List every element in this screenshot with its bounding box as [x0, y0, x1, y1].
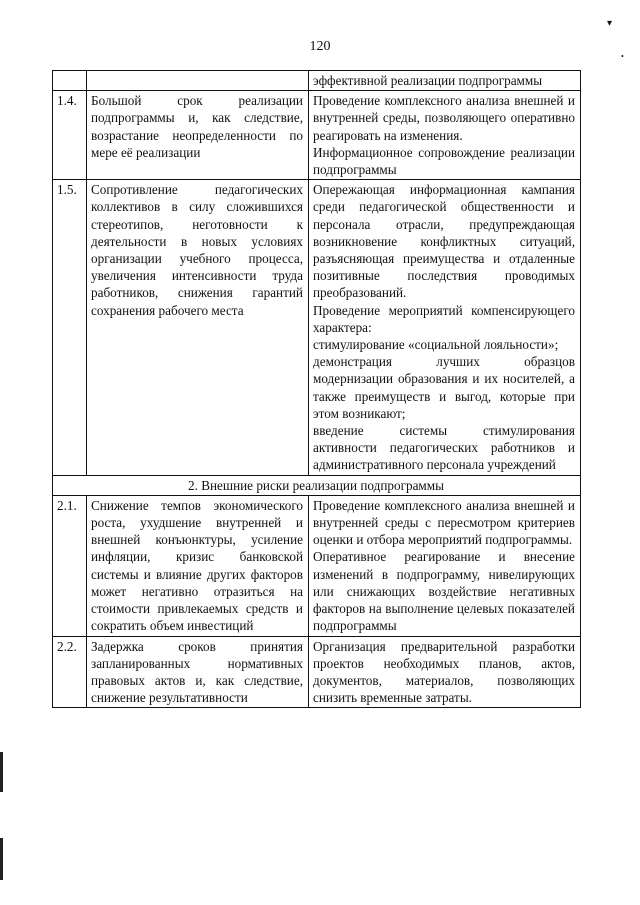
- risk-text: Сопротивление педагогических коллективов в силу сложившихся стереотипов, неготовности к деятельности в новых условиях организации учебного процесса, увеличения интенсивности труда работников, снижения гарантий сохранения рабочего места: [87, 180, 309, 475]
- scan-edge-mark: [0, 752, 3, 792]
- table-row: [53, 91, 581, 180]
- measure-text: Оперативное реагирование и внесение изменений в подпрограмму, нивелирующих или снижающих воздействие негативных факторов на выполнение целевых показателей подпрограммы: [313, 549, 575, 634]
- measure-cell: [309, 180, 581, 475]
- section-title: 2. Внешние риски реализации подпрограммы: [53, 475, 581, 495]
- risk-text: Снижение темпов экономического роста, ухудшение внутренней и внешней конъюнктуры, усиление инфляции, кризис банковской системы и влияние других факторов может негативно отразиться на стоимости привлекаемых средств и сократить объем инвестиций: [87, 495, 309, 636]
- risk-text: Большой срок реализации подпрограммы и, как следствие, возрастание неопределенности по мере её реализации: [87, 91, 309, 180]
- risk-cell: [87, 71, 309, 91]
- row-number: 1.5.: [53, 180, 87, 475]
- row-number: 2.2.: [53, 636, 87, 708]
- scan-dot: •: [621, 52, 624, 61]
- measure-text: Организация предварительной разработки проектов необходимых планов, актов, документов, материалов, позволяющих снизить временные затраты.: [313, 638, 575, 706]
- table-row: [53, 180, 581, 475]
- measure-cell: [309, 71, 581, 91]
- section-header-row: [53, 475, 581, 495]
- risk-text: Задержка сроков принятия запланированных нормативных правовых актов и, как следствие, снижение результативности: [87, 636, 309, 708]
- measure-text: эффективной реализации подпрограммы: [313, 73, 543, 88]
- measure-cell: [309, 91, 581, 180]
- measure-text: введение системы стимулирования активности педагогических работников и административного персонала учреждений: [313, 423, 575, 473]
- num-cell: [53, 71, 87, 91]
- table-row: [53, 495, 581, 636]
- table-row: [53, 71, 581, 91]
- measure-text: демонстрация лучших образцов модернизации образования и их носителей, а также преимуществ и выгод, которые при этом возникают;: [313, 354, 575, 421]
- measure-text: Проведение комплексного анализа внешней и внутренней среды, позволяющего оперативно реагировать на изменения.: [313, 93, 575, 143]
- row-number: 1.4.: [53, 91, 87, 180]
- measure-text: Опережающая информационная кампания среди педагогической общественности и персонала отрасли, предупреждающая возникновение конфликтных ситуаций, разъясняющая преимущества и отдаленные позитивные последствия проводимых преобразований.: [313, 182, 575, 301]
- table-row: [53, 636, 581, 708]
- scan-edge-mark: [0, 838, 3, 880]
- measure-cell: [309, 636, 581, 708]
- measure-text: стимулирование «социальной лояльности»;: [313, 337, 559, 353]
- row-number: 2.1.: [53, 495, 87, 636]
- measure-text: Информационное сопровождение реализации подпрограммы: [313, 144, 575, 178]
- measure-text: Проведение мероприятий компенсирующего характера:: [313, 302, 575, 335]
- scan-mark: ▾: [607, 18, 613, 29]
- measure-text: Проведение комплексного анализа внешней и внутренней среды с пересмотром критериев оценки и отбора мероприятий подпрограммы.: [313, 497, 575, 548]
- page-number: 120: [309, 39, 331, 54]
- risk-table: [52, 70, 581, 708]
- measure-cell: [309, 495, 581, 636]
